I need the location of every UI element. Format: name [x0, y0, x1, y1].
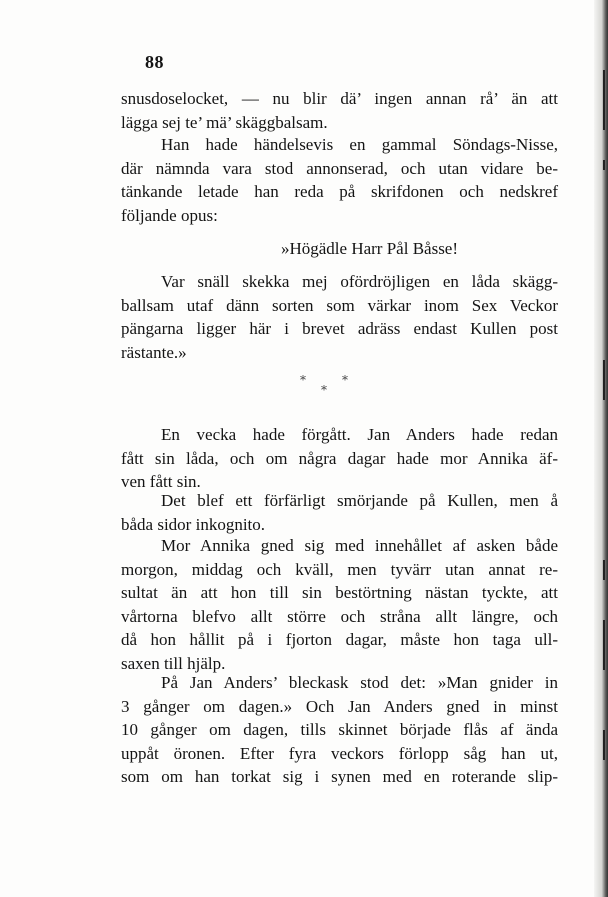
asterism-star: * — [321, 383, 327, 397]
text-line: då hon hållit på i fjorton dagar, måste hon taga ull- — [121, 630, 558, 649]
paragraph-continuation — [121, 87, 558, 134]
edge-mark — [603, 160, 605, 170]
page-edge-shadow — [594, 0, 608, 897]
text-line: sultat än att hon till sin bestörtning nästan tyckte, att — [121, 583, 558, 602]
edge-mark — [603, 360, 605, 400]
text-line: fått sin låda, och om några dagar hade mor Annika äf- — [121, 448, 558, 468]
asterism-star: * — [342, 373, 348, 387]
edge-mark — [603, 560, 605, 580]
text-line: 3 gånger om dagen.» Och Jan Anders gned in minst — [121, 696, 558, 716]
letter-salutation: »Högädle Harr Pål Båsse! — [280, 239, 459, 258]
text-line: som om han torkat sig i synen med en roterande slip- — [121, 767, 558, 786]
paragraph — [121, 489, 558, 536]
text-line: saxen till hjälp. — [121, 653, 226, 673]
paragraph — [121, 133, 558, 227]
text-line: På Jan Anders’ bleckask stod det: »Man gnider in — [161, 673, 558, 692]
asterism-star: * — [300, 373, 306, 387]
text-line: ballsam utaf dänn sorten som värkar inom Sex Veckor — [121, 295, 558, 315]
edge-mark — [603, 70, 605, 130]
text-line: Han hade händelsevis en gammal Söndags-Nisse, — [161, 135, 558, 154]
text-line: Mor Annika gned sig med innehållet af asken både — [161, 536, 558, 555]
text-line: Var snäll skekka mej ofördröjligen en låda skägg- — [161, 272, 558, 291]
paragraph — [121, 423, 558, 494]
text-line: vårtorna blefvo allt större och stråna allt längre, och — [121, 606, 558, 626]
text-line: där nämnda vara stod annonserad, och utan vidare be- — [121, 158, 558, 178]
edge-mark — [603, 730, 605, 760]
text-line: rästante.» — [121, 342, 187, 362]
text-line: Det blef ett förfärligt smörjande på Kullen, men å — [161, 491, 558, 510]
letter-body — [121, 270, 558, 364]
text-line: följande opus: — [121, 205, 218, 225]
paragraph — [121, 534, 558, 675]
text-line: lägga sej te’ mä’ skäggbalsam. — [121, 112, 328, 132]
text-line: snusdoselocket, — nu blir dä’ ingen annan rå’ än att — [121, 89, 558, 108]
text-line: uppåt öronen. Efter fyra veckors förlopp såg han ut, — [121, 743, 558, 763]
text-line: 10 gånger om dagen, tills skinnet började flås af ända — [121, 720, 558, 739]
text-line: båda sidor inkognito. — [121, 514, 266, 534]
text-line: morgon, middag och kväll, men tyvärr utan annat re- — [121, 559, 558, 579]
page-number: 88 — [145, 52, 164, 72]
edge-mark — [603, 620, 605, 670]
text-line: En vecka hade förgått. Jan Anders hade redan — [161, 425, 558, 444]
text-line: ven fått sin. — [121, 472, 201, 491]
text-line: tänkande letade han reda på skrifdonen och nedskref — [121, 182, 558, 201]
text-line: pängarna ligger här i brevet adräss endast Kullen post — [121, 319, 558, 338]
paragraph — [121, 671, 558, 789]
